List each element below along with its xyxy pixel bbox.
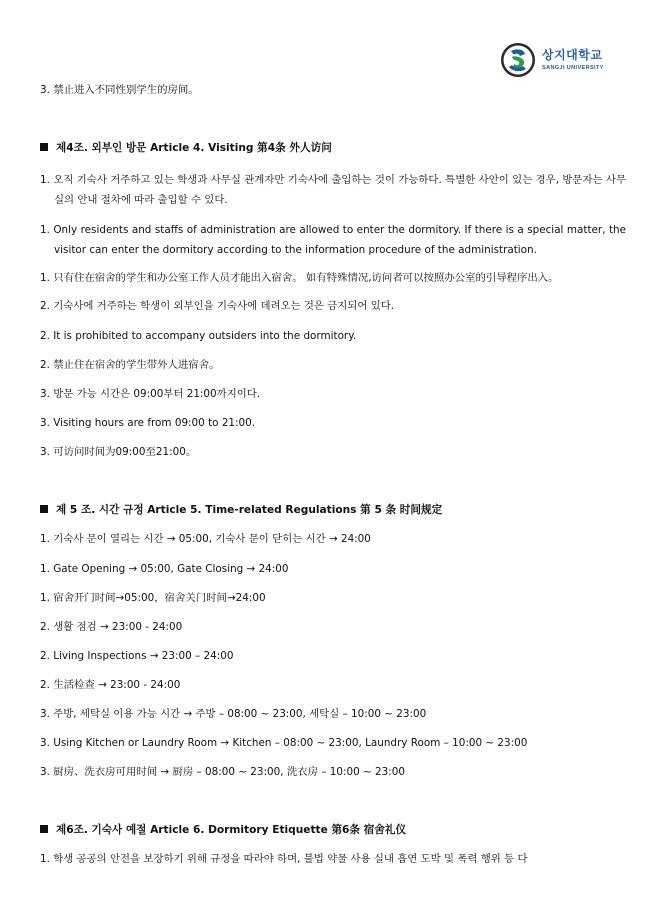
list-item: 1. Only residents and staffs of administration are allowed to enter the dormitory. If there is a special matter, the visitor can enter the dormitory according to the information procedure of the administration. [40, 224, 626, 256]
logo-korean-name: 상지대학교 [542, 48, 603, 63]
list-item: 2. Living Inspections → 23:00 – 24:00 [40, 650, 234, 662]
list-item: 1. 宿舍开门时间→05:00，宿舍关门时间→24:00 [40, 592, 266, 604]
list-item: 3. 주방, 세탁실 이용 가능 시간 → 주방 – 08:00 ~ 23:00, 세탁실 – 10:00 ~ 23:00 [40, 708, 427, 720]
list-item: 2. 기숙사에 거주하는 학생이 외부인을 기숙사에 데려오는 것은 금지되어 있다. [40, 300, 395, 312]
logo-english-name: SANGJI UNIVERSITY [542, 64, 604, 71]
list-item: 2. 생활 점검 → 23:00 - 24:00 [40, 621, 183, 633]
list-item: 1. 기숙사 문이 열리는 시간 → 05:00, 기숙사 문이 닫히는 시간 → 24:00 [40, 533, 371, 545]
list-item: 2. 禁止住在宿舍的学生带外人进宿舍。 [40, 359, 220, 371]
list-item: 3. Using Kitchen or Laundry Room → Kitchen – 08:00 ~ 23:00, Laundry Room – 10:00 ~ 23:00 [40, 737, 528, 749]
list-item: 3. 可访问时间为09:00至21:00。 [40, 446, 197, 458]
article-5-heading [40, 504, 612, 518]
heading-text: 제4조. 외부인 방문 Article 4. Visiting 第4条 外人访问 [56, 142, 332, 154]
list-item: 3. 禁止进入不同性别学生的房间。 [40, 84, 199, 96]
list-item: 2. It is prohibited to accompany outsiders into the dormitory. [40, 330, 357, 342]
list-item: 1. 오직 기숙사 거주하고 있는 학생과 사무실 관계자만 기숙사에 출입하는 것이 가능하다. 특별한 사안이 있는 경우, 방문자는 사무실의 안내 절차에 따라 출입할 수 있다. [40, 174, 626, 206]
university-emblem-icon [500, 42, 536, 78]
list-item: 1. Gate Opening → 05:00, Gate Closing → 24:00 [40, 563, 289, 575]
list-item: 1. 학생 공공의 안전을 보장하기 위해 규정을 따라야 하며, 불법 약물 사용 실내 흡연 도박 및 폭력 행위 등 다 [40, 853, 528, 865]
square-bullet-icon [40, 505, 48, 513]
article-6-heading [40, 824, 612, 838]
heading-text: 제 5 조. 시간 규정 Article 5. Time-related Regulations 第 5 条 时间规定 [56, 504, 443, 516]
heading-text: 제6조. 기숙사 예절 Article 6. Dormitory Etiquette 第6条 宿舍礼仪 [56, 824, 407, 836]
list-item: 3. 방문 가능 시간은 09:00부터 21:00까지이다. [40, 388, 261, 400]
list-item: 3. 厨房、洗衣房可用时间 → 厨房 – 08:00 ~ 23:00, 洗衣房 – 10:00 ~ 23:00 [40, 766, 405, 778]
list-item: 3. Visiting hours are from 09:00 to 21:00. [40, 417, 256, 429]
article-4-heading [40, 142, 612, 156]
square-bullet-icon [40, 825, 48, 833]
list-item: 2. 生活检查 → 23:00 - 24:00 [40, 679, 181, 691]
university-logo [500, 42, 604, 78]
list-item: 1. 只有住在宿舍的学生和办公室工作人员才能出入宿舍。 如有特殊情况,访问者可以按照办公室的引导程序出入。 [40, 272, 559, 284]
square-bullet-icon [40, 143, 48, 151]
